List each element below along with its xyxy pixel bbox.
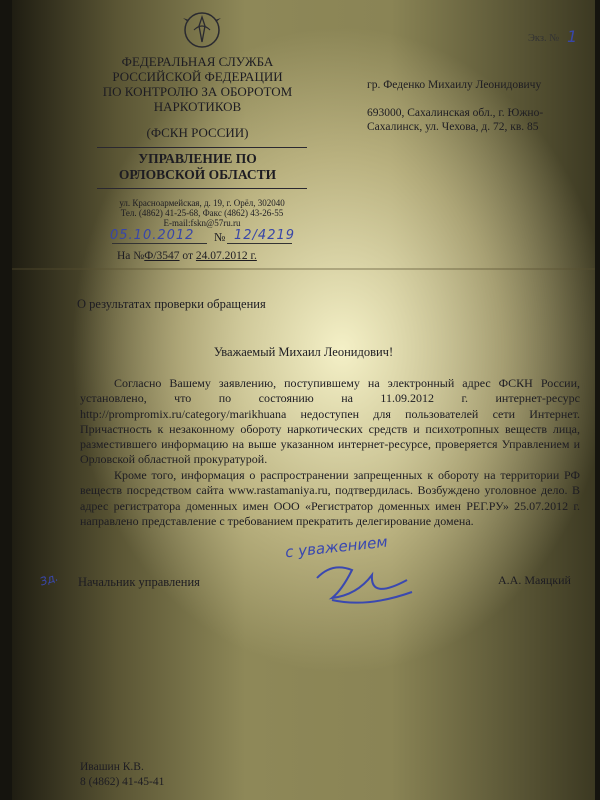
executor-phone: 8 (4862) 41-45-41 [80, 776, 165, 788]
margin-note: Зд. [38, 570, 60, 589]
body-paragraph-1: Согласно Вашему заявлению, поступившему на электронный адрес ФСКН России, установлено, что по состоянию на 11.09.2012 г. интернет-ресурс http://prompromix.ru/category/marikhuana недоступен для пользователей сети Интернет. Причастность к незаконному обороту наркотических средств и психотропных веществ лица, разместившего информацию на выше указанном интернет-ресурсе, проверяется Управлением и Орловской областной прокуратурой. [80, 376, 580, 467]
agency-address: ул. Красноармейская, д. 19, г. Орёл, 302040 Тел. (4862) 41-25-68, Факс (4862) 43-26-55 E-mail:fskn@57ru.ru [119, 198, 285, 228]
signer-name: А.А. Маяцкий [498, 573, 571, 587]
recipient-address: 693000, Сахалинская обл., г. Южно- Сахалинск, ул. Чехова, д. 72, кв. 85 [367, 107, 544, 133]
recipient-name: гр. Феденко Михаилу Леонидовичу [367, 79, 542, 91]
letter-subject: О результатах проверки обращения [77, 297, 266, 311]
date-line [112, 243, 207, 244]
copy-number: 1 [567, 27, 578, 46]
reference-line: На №Ф/3547 от 24.07.2012 г. [117, 250, 257, 262]
agency-abbreviation: (ФСКН РОССИИ) [146, 125, 249, 140]
copy-label: Экз. № [528, 33, 560, 44]
handwritten-date: 05.10.2012 [110, 228, 195, 243]
number-label: № [214, 230, 226, 244]
header-divider-lower [97, 188, 307, 189]
signer-position: Начальник управления [78, 575, 200, 589]
body-paragraph-2: Кроме того, информация о распространении запрещенных к обороту на территории РФ веществ посредством сайта www.rastamaniya.ru, подтвердилась. Возбуждено уголовное дело. В адрес регистратора доменных имен ООО «Регистратор доменных имен РЕГ.РУ» 25.07.2012 г. направлено представление с требованием прекратить делегирование домена. [80, 468, 580, 528]
handwritten-regards: с уважением [284, 532, 389, 562]
greeting: Уважаемый Михаил Леонидович! [213, 345, 394, 359]
letter-page [12, 0, 595, 800]
header-divider [97, 147, 307, 148]
executor-name: Ивашин К.В. [80, 761, 144, 773]
fskn-emblem-icon [180, 8, 224, 52]
department-name: УПРАВЛЕНИЕ ПО ОРЛОВСКОЙ ОБЛАСТИ [118, 151, 277, 182]
signature-scrawl-icon [312, 560, 422, 610]
number-line [227, 243, 292, 244]
agency-name: ФЕДЕРАЛЬНАЯ СЛУЖБА РОССИЙСКОЙ ФЕДЕРАЦИИ ПО КОНТРОЛЮ ЗА ОБОРОТОМ НАРКОТИКОВ [102, 54, 293, 114]
handwritten-number: 12/4219 [234, 228, 296, 243]
